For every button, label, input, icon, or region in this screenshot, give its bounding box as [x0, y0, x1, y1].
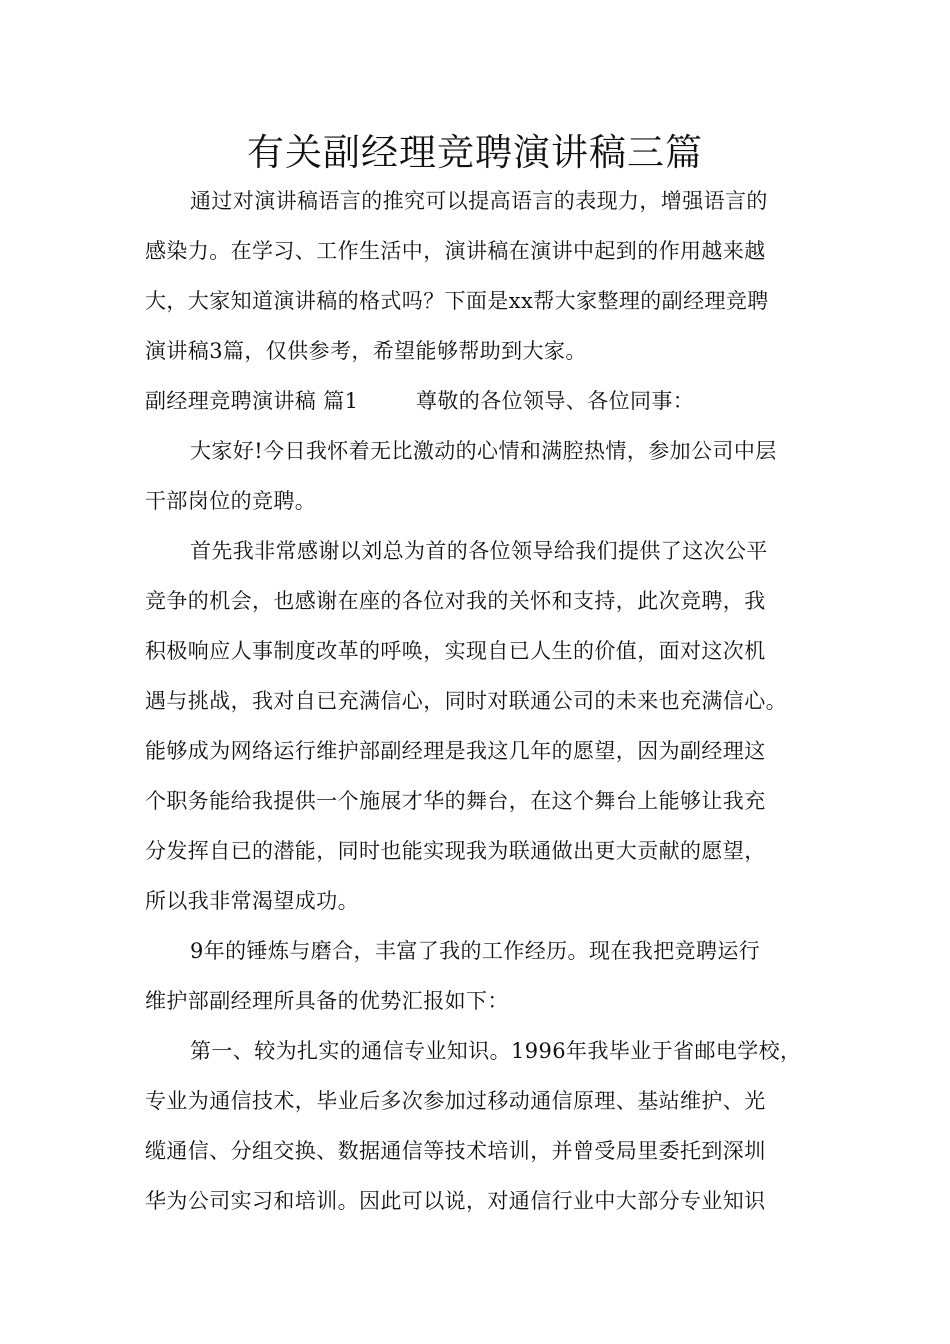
paragraph-line: 专业为通信技术，毕业后多次参加过移动通信原理、基站维护、光 — [145, 1089, 766, 1113]
paragraph-line: 能够成为网络运行维护部副经理是我这几年的愿望，因为副经理这 — [145, 739, 766, 763]
paragraph-line: 通过对演讲稿语言的推究可以提高语言的表现力，增强语言的 — [190, 189, 768, 213]
paragraph-line: 干部岗位的竞聘。 — [145, 489, 317, 513]
paragraph-line: 缆通信、分组交换、数据通信等技术培训，并曾受局里委托到深圳 — [145, 1139, 766, 1163]
paragraph-line: 竞争的机会，也感谢在座的各位对我的关怀和支持，此次竞聘，我 — [145, 589, 766, 613]
paragraph-line: 遇与挑战，我对自已充满信心，同时对联通公司的未来也充满信心。 — [145, 689, 787, 713]
paragraph-line: 大，大家知道演讲稿的格式吗？下面是xx帮大家整理的副经理竞聘 — [145, 289, 769, 313]
paragraph-line: 大家好!今日我怀着无比激动的心情和满腔热情，参加公司中层 — [190, 439, 777, 463]
salutation: 尊敬的各位领导、各位同事： — [416, 389, 695, 413]
section-heading: 副经理竞聘演讲稿 篇1 — [145, 389, 359, 413]
paragraph-line: 华为公司实习和培训。因此可以说，对通信行业中大部分专业知识 — [145, 1189, 766, 1213]
document-title: 有关副经理竞聘演讲稿三篇 — [247, 131, 703, 174]
paragraph-line: 所以我非常渴望成功。 — [145, 889, 359, 913]
paragraph-line: 演讲稿3篇，仅供参考，希望能够帮助到大家。 — [145, 339, 587, 363]
paragraph-line: 9年的锤炼与磨合，丰富了我的工作经历。现在我把竞聘运行 — [190, 939, 761, 963]
paragraph-line: 首先我非常感谢以刘总为首的各位领导给我们提供了这次公平 — [190, 539, 768, 563]
paragraph-line: 维护部副经理所具备的优势汇报如下： — [145, 989, 509, 1013]
paragraph-line: 感染力。在学习、工作生活中，演讲稿在演讲中起到的作用越来越 — [145, 239, 766, 263]
paragraph-line: 第一、较为扎实的通信专业知识。1996年我毕业于省邮电学校， — [190, 1039, 802, 1063]
paragraph-line: 分发挥自已的潜能，同时也能实现我为联通做出更大贡献的愿望， — [145, 839, 766, 863]
paragraph-line: 积极响应人事制度改革的呼唤，实现自已人生的价值，面对这次机 — [145, 639, 766, 663]
paragraph-line: 个职务能给我提供一个施展才华的舞台，在这个舞台上能够让我充 — [145, 789, 766, 813]
